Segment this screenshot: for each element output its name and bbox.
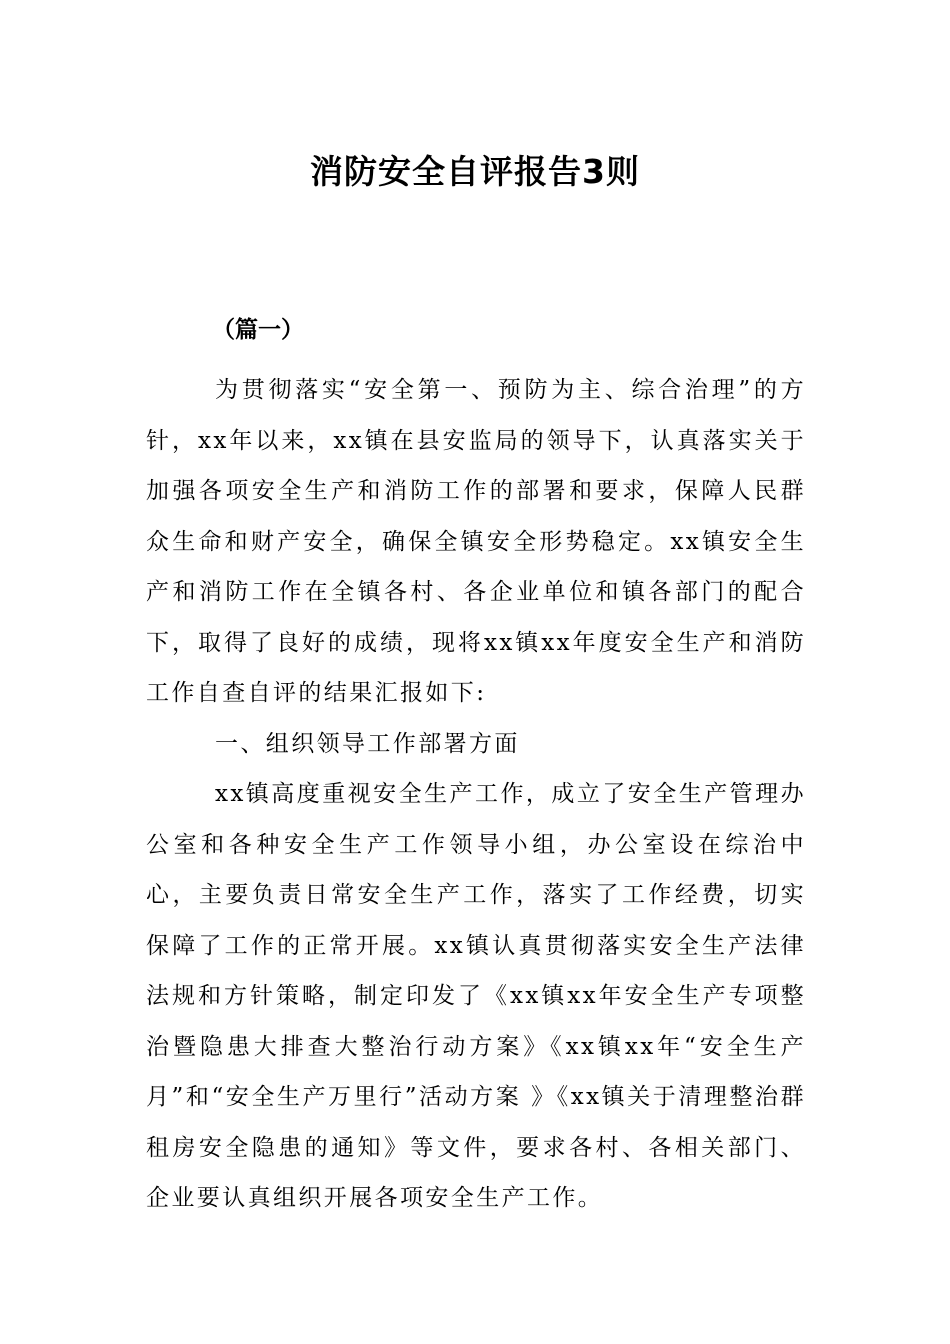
- paragraph-subheading: 一、组织领导工作部署方面: [215, 730, 520, 757]
- section-heading: （篇一）: [212, 317, 304, 343]
- document-body: [146, 365, 806, 1224]
- document-title: 消防安全自评报告3则: [310, 152, 640, 191]
- paragraph-intro: 为贯彻落实“安全第一、预防为主、综合治理”的方针，xx年以来，xx镇在县安监局的领导下，认真落实关于加强各项安全生产和消防工作的部署和要求，保障人民群众生命和财产安全，确保全镇安全形势稳定。xx镇安全生产和消防工作在全镇各村、各企业单位和镇各部门的配合下，取得了良好的成绩，现将xx镇xx年度安全生产和消防工作自查自评的结果汇报如下:: [146, 377, 806, 706]
- paragraph-organization: xx镇高度重视安全生产工作，成立了安全生产管理办公室和各种安全生产工作领导小组，办公室设在综治中心，主要负责日常安全生产工作，落实了工作经费，切实保障了工作的正常开展。xx镇认真贯彻落实安全生产法律法规和方针策略，制定印发了《xx镇xx年安全生产专项整治暨隐患大排查大整治行动方案》《xx镇xx年“安全生产月”和“安全生产万里行”活动方案 》《xx镇关于清理整治群租房安全隐患的通知》等文件，要求各村、各相关部门、企业要认真组织开展各项安全生产工作。: [146, 781, 806, 1211]
